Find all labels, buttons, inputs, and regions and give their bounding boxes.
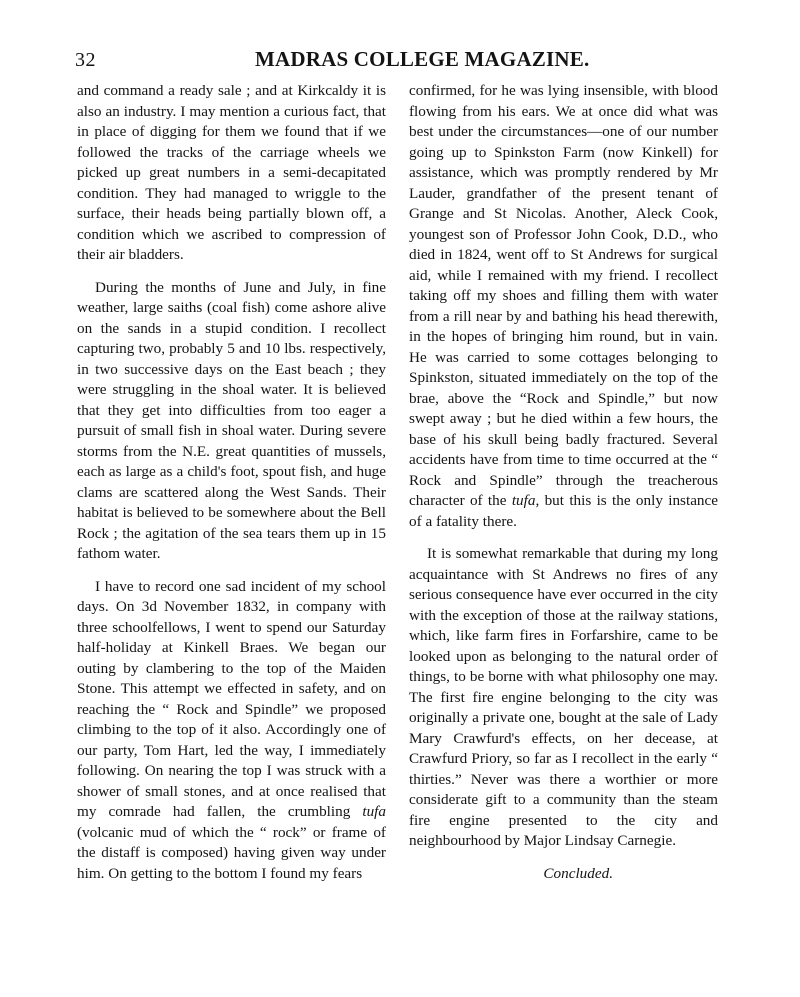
paragraph-2: During the months of June and July, in fine weather, large saiths (coal fish) come ashore alive on the sands in a stupid condition. I recollect capturing two, probably 5 and 10 lbs. respectively, in two successive days on the East beach ; they were struggling in the shoal water. It is believed that they get into difficulties from too eager a pursuit of small fish in shoal water. During severe storms from the N.E. great quantities of mussels, each as large as a child's foot, spout fish, and huge clams are scattered along the West Sands. Their habitat is believed to be somewhere about the Bell Rock ; the agitation of the sea tears them up in 15 fathom water. [77,278,386,562]
paragraph-4-text-start: confirmed, for he was lying insensible, with blood flowing from his ears. We at once did what was best under the circumstances—one of our number going up to Spinkston Farm (now Kinkell) for assistance, which was promptly rendered by Mr Lauder, grandfather of the present tenant of Grange and St Nicolas. Another, Aleck Cook, youngest son of Professor John Cook, D.D., who died in 1824, went off to St Andrews for surgical aid, while I remained with my friend. I recollect taking off my shoes and filling them with water from a rill near by and bathing his head therewith, in the hopes of bringing him round, but in vain. He was carried to some cottages belonging to Spinkston, situated immediately on the top of the brae, above the “Rock and Spindle,” but now swept away ; but he died within a few hours, the base of his skull being badly fractured. Several accidents have from time to time occurred at the “ Rock and Spindle” through the treacherous character of the [409,82,718,509]
paragraph-3-text-end: (volcanic mud of which the “ rock” or frame of the distaff is composed) having given way under him. On getting to the bottom I found my fears [77,823,386,882]
right-column [409,81,718,884]
paragraph-4-text-end: , but this is the only instance of a fatality there. [409,492,719,530]
italic-term: tufa [362,803,386,820]
concluded-note: Concluded. [543,864,613,882]
page-header [75,47,715,71]
paragraph-4 [409,81,718,532]
left-column [77,81,386,884]
page-number: 32 [75,49,96,71]
paragraph-3 [77,577,386,885]
running-head: MADRAS COLLEGE MAGAZINE. [255,47,590,71]
paragraph-5: It is somewhat remarkable that during my long acquaintance with St Andrews no fires of any serious consequence have ever occurred in the city with the exception of those at the railway stations, which, like farm fires in Forfarshire, came to be looked upon as belonging to the natural order of things, to be borne with what philosophy one may. The first fire engine belonging to the city was originally a private one, bought at the sale of Lady Mary Crawfurd's effects, on her decease, at Crawfurd Priory, so far as I recollect in the early “ thirties.” Never was there a worthier or more considerate gift to a community than the steam fire engine presented to the city and neighbourhood by Major Lindsay Carnegie. [409,545,718,849]
paragraph-1: and command a ready sale ; and at Kirkcaldy it is also an industry. I may mention a curious fact, that in place of digging for them we found that if we followed the tracks of the carriage wheels we picked up great numbers in a semi-decapitated condition. They had managed to wriggle to the surface, their heads being partially blown off, a condition which we ascribed to compression of their air bladders. [77,82,386,263]
paragraph-3-text-start: I have to record one sad incident of my school days. On 3d November 1832, in company with three schoolfellows, I went to spend our Saturday half-holiday at Kinkell Braes. We began our outing by clambering to the top of the Maiden Stone. This attempt we effected in safety, and on reaching the “ Rock and Spindle” we proposed climbing to the top of it also. Accordingly one of our party, Tom Hart, led the way, I immediately following. On nearing the top I was struck with a shower of small stones, and at once realised that my comrade had fallen, the crumbling [77,577,386,820]
italic-term: tufa [511,492,536,509]
